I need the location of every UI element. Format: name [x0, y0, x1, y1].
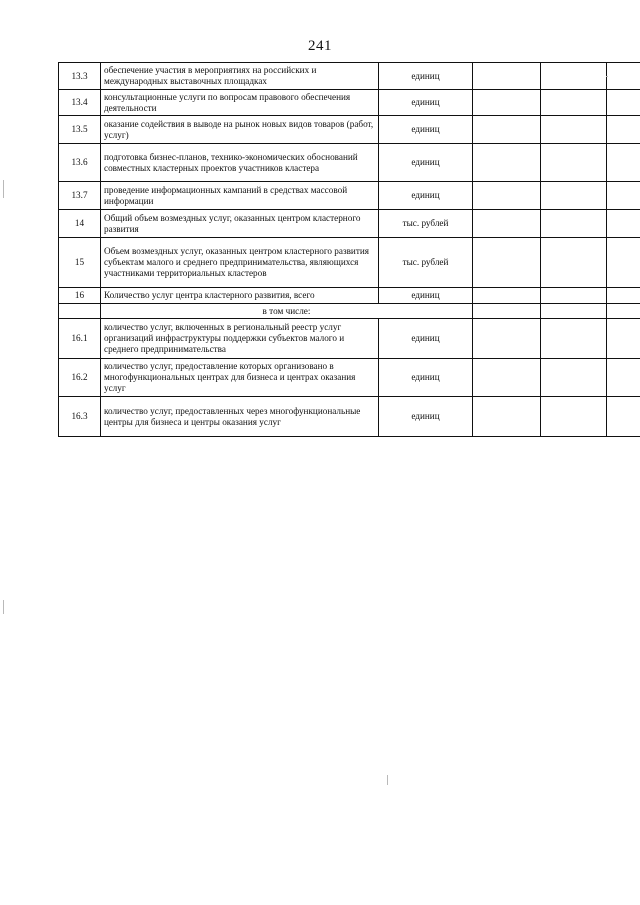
unit-cell: единиц	[379, 63, 473, 90]
value-cell-empty	[607, 359, 640, 397]
value-cell-empty	[473, 359, 541, 397]
value-cell-empty	[607, 116, 640, 144]
value-cell-empty	[541, 359, 607, 397]
scan-edge-mark-right	[606, 76, 608, 77]
row-number-cell: 16.1	[59, 319, 101, 359]
row-number-cell: 13.6	[59, 144, 101, 182]
value-cell-empty	[541, 90, 607, 116]
value-cell-empty	[473, 397, 541, 437]
row-number-cell: 13.3	[59, 63, 101, 90]
row-number-cell: 16	[59, 288, 101, 304]
unit-cell: единиц	[379, 144, 473, 182]
value-cell-empty	[541, 288, 607, 304]
value-cell-empty	[607, 319, 640, 359]
indicator-description-cell: Общий объем возмездных услуг, оказанных центром кластерного развития	[101, 210, 379, 238]
value-cell-empty	[541, 397, 607, 437]
table-subheader-row	[59, 304, 640, 319]
page-number: 241	[308, 38, 332, 54]
value-cell-empty	[607, 182, 640, 210]
value-cell-empty	[541, 238, 607, 288]
unit-cell: единиц	[379, 319, 473, 359]
indicator-description-cell: проведение информационных кампаний в средствах массовой информации	[101, 182, 379, 210]
table-row	[59, 359, 640, 397]
value-cell-empty	[473, 90, 541, 116]
unit-cell: единиц	[379, 288, 473, 304]
subheader-label: в том числе:	[101, 304, 473, 319]
scan-edge-mark-left	[3, 600, 4, 614]
value-cell-empty	[607, 90, 640, 116]
unit-cell: единиц	[379, 182, 473, 210]
value-cell-empty	[541, 210, 607, 238]
indicator-description-cell: количество услуг, предоставление которых организовано в многофункциональных центрах для бизнеса и центрах оказания услуг	[101, 359, 379, 397]
value-cell-empty	[607, 210, 640, 238]
scan-edge-mark-bottom	[387, 775, 388, 785]
table-row	[59, 144, 640, 182]
unit-cell: единиц	[379, 90, 473, 116]
value-cell-empty	[607, 397, 640, 437]
value-cell-empty	[607, 304, 640, 319]
indicator-description-cell: подготовка бизнес-планов, технико-экономических обоснований совместных кластерных проектов участников кластера	[101, 144, 379, 182]
value-cell-empty	[473, 116, 541, 144]
value-cell-empty	[607, 144, 640, 182]
value-cell-empty	[541, 116, 607, 144]
table-row	[59, 63, 640, 90]
table-row	[59, 238, 640, 288]
unit-cell: единиц	[379, 359, 473, 397]
unit-cell: единиц	[379, 116, 473, 144]
indicator-description-cell: оказание содействия в выводе на рынок новых видов товаров (работ, услуг)	[101, 116, 379, 144]
table-row	[59, 288, 640, 304]
value-cell-empty	[541, 182, 607, 210]
value-cell-empty	[541, 319, 607, 359]
indicator-description-cell: обеспечение участия в мероприятиях на российских и международных выставочных площадках	[101, 63, 379, 90]
value-cell-empty	[473, 238, 541, 288]
indicator-description-cell: количество услуг, включенных в региональный реестр услуг организаций инфраструктуры поддержки субъектов малого и среднего предпринимательства	[101, 319, 379, 359]
row-number-cell: 13.4	[59, 90, 101, 116]
table-row	[59, 90, 640, 116]
table-row	[59, 319, 640, 359]
value-cell-empty	[473, 319, 541, 359]
row-number-cell: 15	[59, 238, 101, 288]
value-cell-empty	[473, 63, 541, 90]
scan-edge-mark-left	[3, 180, 4, 198]
indicators-table	[58, 62, 640, 437]
table-row	[59, 210, 640, 238]
row-number-cell: 16.2	[59, 359, 101, 397]
value-cell-empty	[473, 288, 541, 304]
value-cell-empty	[473, 144, 541, 182]
unit-cell: тыс. рублей	[379, 210, 473, 238]
unit-cell: единиц	[379, 397, 473, 437]
indicator-description-cell: консультационные услуги по вопросам правового обеспечения деятельности	[101, 90, 379, 116]
value-cell-empty	[607, 238, 640, 288]
row-number-cell: 13.7	[59, 182, 101, 210]
value-cell-empty	[607, 288, 640, 304]
indicator-description-cell: Объем возмездных услуг, оказанных центром кластерного развития субъектам малого и среднего предпринимательства, являющихся участниками территориальных кластеров	[101, 238, 379, 288]
unit-cell: тыс. рублей	[379, 238, 473, 288]
value-cell-empty	[541, 63, 607, 90]
value-cell-empty	[607, 63, 640, 90]
indicator-description-cell: количество услуг, предоставленных через многофункциональные центры для бизнеса и центры оказания услуг	[101, 397, 379, 437]
value-cell-empty	[473, 182, 541, 210]
row-number-cell: 16.3	[59, 397, 101, 437]
table-row	[59, 116, 640, 144]
value-cell-empty	[541, 304, 607, 319]
table-row	[59, 397, 640, 437]
value-cell-empty	[541, 144, 607, 182]
table-row	[59, 182, 640, 210]
indicator-description-cell: Количество услуг центра кластерного развития, всего	[101, 288, 379, 304]
value-cell-empty	[473, 210, 541, 238]
row-number-cell: 13.5	[59, 116, 101, 144]
row-number-cell: 14	[59, 210, 101, 238]
value-cell-empty	[473, 304, 541, 319]
table-body	[59, 63, 640, 437]
row-number-cell	[59, 304, 101, 319]
